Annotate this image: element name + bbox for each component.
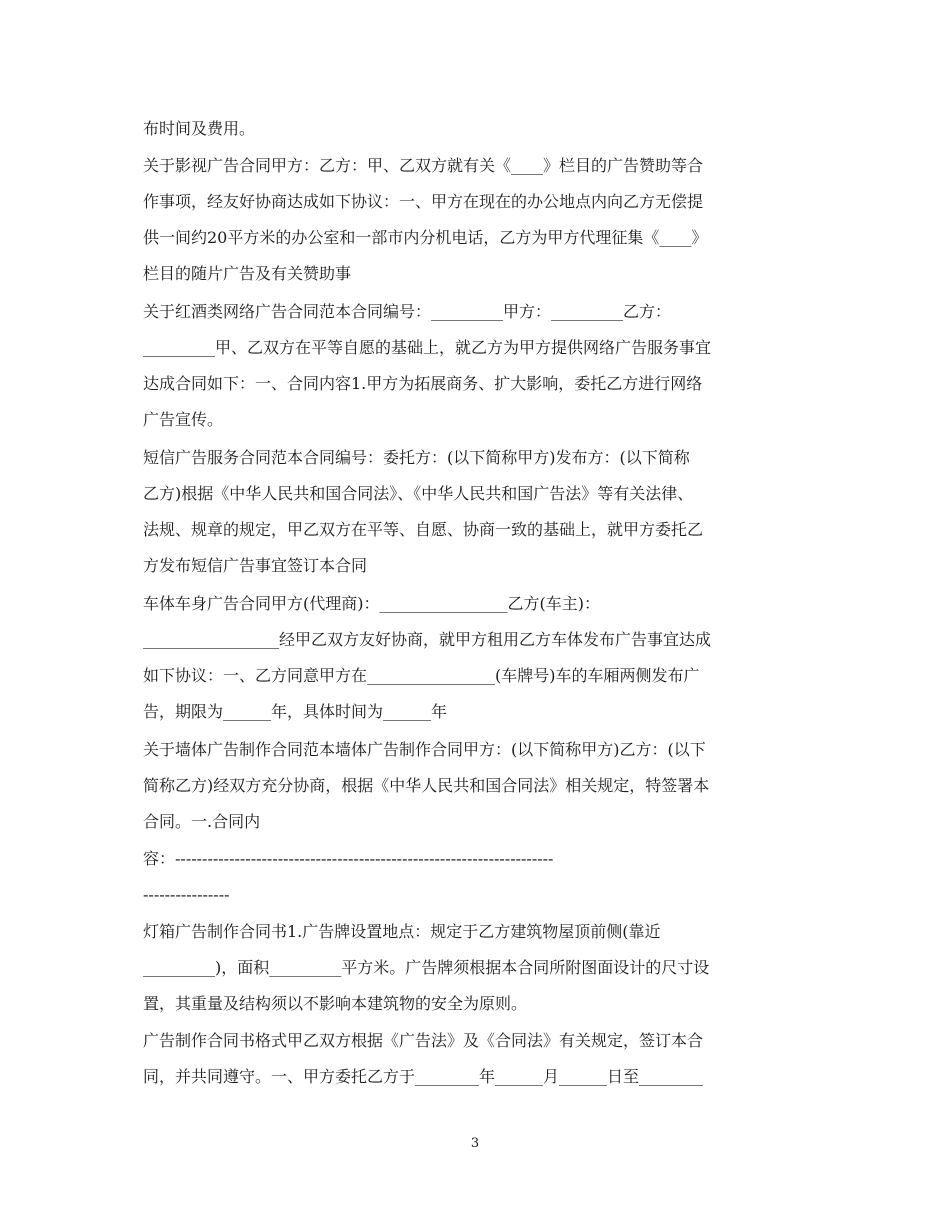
text-line: 告，期限为______年，具体时间为______年 <box>143 702 448 721</box>
text-line: _________)，面积_________平方米。广告牌须根据本合同所附图面设计的尺寸设 <box>143 958 710 977</box>
text-line: 关于红酒类网络广告合同范本合同编号：_________甲方：_________乙方： <box>143 302 672 321</box>
text-line: 短信广告服务合同范本合同编号：委托方：(以下简称甲方)发布方：(以下简称 <box>143 448 690 467</box>
text-line: 布时间及费用。 <box>143 119 256 138</box>
text-line: 广告宣传。 <box>143 410 224 429</box>
text-line: 供一间约20平方米的办公室和一部市内分机电话，乙方为甲方代理征集《____》 <box>143 228 708 247</box>
text-line: ---------------- <box>143 885 230 904</box>
text-line: 灯箱广告制作合同书1.广告牌设置地点：规定于乙方建筑物屋顶前侧(靠近 <box>143 922 661 941</box>
text-line: 车体车身广告合同甲方(代理商)：________________乙方(车主)： <box>143 594 600 613</box>
text-line: 方发布短信广告事宜签订本合同 <box>143 556 368 575</box>
text-line: 广告制作合同书格式甲乙双方根据《广告法》及《合同法》有关规定，签订本合 <box>143 1031 704 1050</box>
text-line: 容：---------------------------------------------------------------------- <box>143 849 554 868</box>
text-line: 关于影视广告合同甲方：乙方：甲、乙双方就有关《____》栏目的广告赞助等合 <box>143 156 704 175</box>
text-line: 乙方)根据《中华人民共和国合同法》、《中华人民共和国广告法》等有关法律、 <box>143 484 694 503</box>
text-line: 同，并共同遵守。一、甲方委托乙方于________年______月______日至________ <box>143 1067 704 1086</box>
text-line: 栏目的随片广告及有关赞助事 <box>143 264 352 283</box>
text-line: _________甲、乙双方在平等自愿的基础上，就乙方为甲方提供网络广告服务事宜 <box>143 338 712 357</box>
text-line: 达成合同如下：一、合同内容1.甲方为拓展商务、扩大影响，委托乙方进行网络 <box>143 374 703 393</box>
text-line: _________________经甲乙双方友好协商，就甲方租用乙方车体发布广告事宜达成 <box>143 630 712 649</box>
text-line: 作事项，经友好协商达成如下协议：一、甲方在现在的办公地点内向乙方无偿提 <box>143 192 704 211</box>
page-number: 3 <box>470 1136 480 1151</box>
text-line: 如下协议：一、乙方同意甲方在________________(车牌号)车的车厢两侧发布广 <box>143 666 700 685</box>
text-line: 置，其重量及结构须以不影响本建筑物的安全为原则。 <box>143 994 528 1013</box>
text-line: 法规、规章的规定，甲乙双方在平等、自愿、协商一致的基础上，就甲方委托乙 <box>143 520 704 539</box>
text-line: 关于墙体广告制作合同范本墙体广告制作合同甲方：(以下简称甲方)乙方：(以下 <box>143 740 706 759</box>
text-line: 合同。一.合同内 <box>143 812 261 831</box>
text-line: 简称乙方)经双方充分协商，根据《中华人民共和国合同法》相关规定，特签署本 <box>143 776 710 795</box>
